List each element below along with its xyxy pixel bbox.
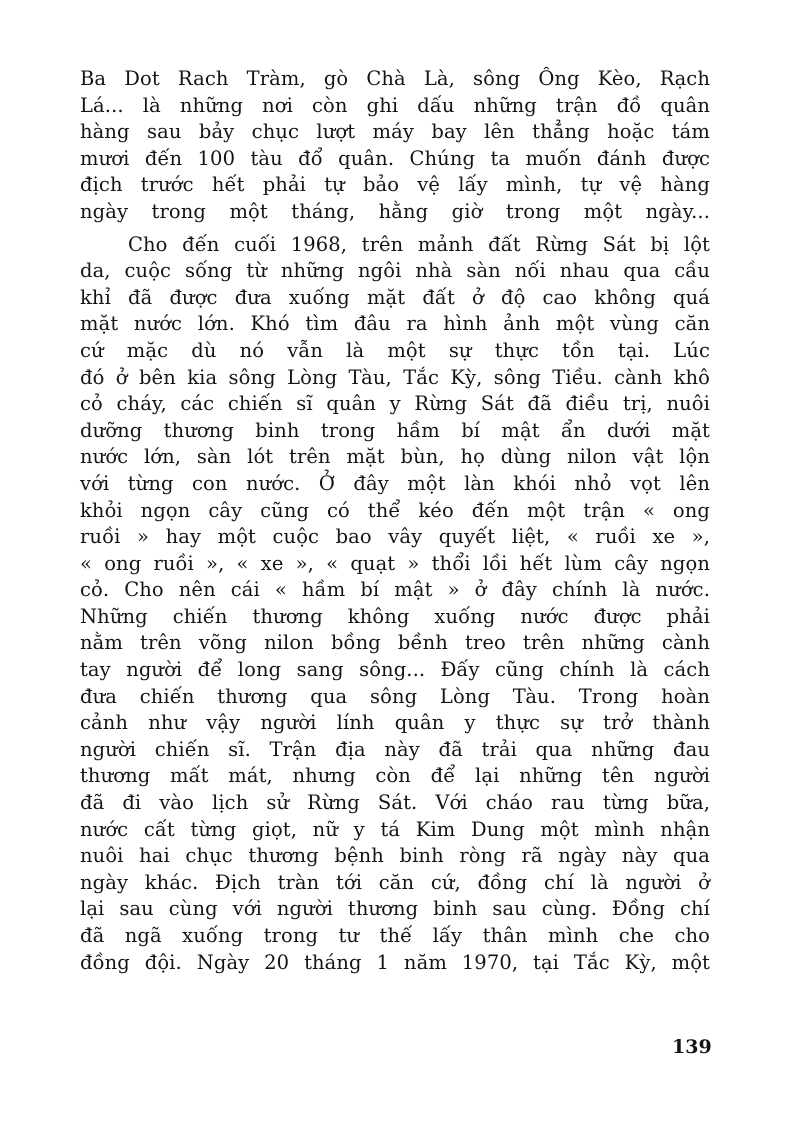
- paragraph: [80, 232, 710, 977]
- text-line: hàng sau bảy chục lượt máy bay lên thẳng hoặc tám: [80, 120, 710, 144]
- text-line: Lá... là những nơi còn ghi dấu những trận đồ quân: [80, 93, 710, 117]
- text-line: đồng đội. Ngày 20 tháng 1 năm 1970, tại Tắc Kỳ, một: [80, 950, 710, 974]
- text-line: đã đi vào lịch sử Rừng Sát. Với cháo rau từng bữa,: [80, 791, 710, 815]
- text-line: Cho đến cuối 1968, trên mảnh đất Rừng Sát bị lột: [128, 232, 710, 256]
- text-line: lại sau cùng với người thương binh sau cùng. Đồng chí: [80, 897, 710, 921]
- text-line: cứ mặc dù nó vẫn là một sự thực tồn tại. Lúc: [80, 338, 710, 362]
- text-line: da, cuộc sống từ những ngôi nhà sàn nối nhau qua cầu: [80, 259, 710, 283]
- text-line: cỏ cháy, các chiến sĩ quân y Rừng Sát đã điều trị, nuôi: [80, 392, 710, 416]
- text-line: địch trước hết phải tự bảo vệ lấy mình, tự vệ hàng: [80, 173, 710, 197]
- text-line: nuôi hai chục thương bệnh binh ròng rã ngày này qua: [80, 844, 710, 868]
- page-number: 139: [672, 1036, 712, 1058]
- text-line: cảnh như vậy người lính quân y thực sự trở thành: [80, 711, 710, 735]
- text-line: mặt nước lớn. Khó tìm đâu ra hình ảnh một vùng căn: [80, 312, 710, 336]
- text-line: « ong ruồi », « xe », « quạt » thổi lồi hết lùm cây ngọn: [80, 551, 710, 575]
- page-text: [80, 66, 710, 976]
- text-line: Ba Dot Rach Tràm, gò Chà Là, sông Ông Kèo, Rạch: [80, 67, 710, 90]
- text-line: ngày trong một tháng, hằng giờ trong một ngày...: [80, 199, 710, 223]
- text-line: ngày khác. Địch tràn tới căn cứ, đồng chí là người ở: [80, 870, 710, 894]
- text-line: cỏ. Cho nên cái « hầm bí mật » ở đây chính là nước.: [80, 578, 710, 602]
- text-line: nước lớn, sàn lót trên mặt bùn, họ dùng nilon vật lộn: [80, 445, 710, 469]
- text-line: dưỡng thương binh trong hầm bí mật ẩn dưới mặt: [80, 418, 710, 442]
- text-line: khỏi ngọn cây cũng có thể kéo đến một trận « ong: [80, 498, 710, 522]
- text-line: đưa chiến thương qua sông Lòng Tàu. Trong hoàn: [80, 684, 710, 708]
- text-line: thương mất mát, nhưng còn để lại những tên người: [80, 764, 710, 788]
- text-line: người chiến sĩ. Trận địa này đã trải qua những đau: [80, 737, 710, 761]
- text-line: đã ngã xuống trong tư thế lấy thân mình che cho: [80, 924, 710, 947]
- text-line: với từng con nước. Ở đây một làn khói nhỏ vọt lên: [80, 471, 710, 495]
- text-line: tay người để long sang sông... Đấy cũng chính là cách: [80, 658, 710, 682]
- text-line: mươi đến 100 tàu đổ quân. Chúng ta muốn đánh được: [80, 146, 710, 170]
- paragraph: [80, 66, 710, 226]
- text-line: ruồi » hay một cuộc bao vây quyết liệt, « ruồi xe »,: [80, 525, 710, 549]
- text-line: đó ở bên kia sông Lòng Tàu, Tắc Kỳ, sông Tiều. cành khô: [80, 365, 710, 389]
- page-body: [80, 66, 710, 976]
- text-line: Những chiến thương không xuống nước được phải: [80, 604, 710, 628]
- text-line: khỉ đã được đưa xuống mặt đất ở độ cao không quá: [80, 285, 710, 309]
- text-line: nằm trên võng nilon bồng bềnh treo trên những cành: [80, 631, 710, 655]
- text-line: nước cất từng giọt, nữ y tá Kim Dung một mình nhận: [80, 817, 710, 841]
